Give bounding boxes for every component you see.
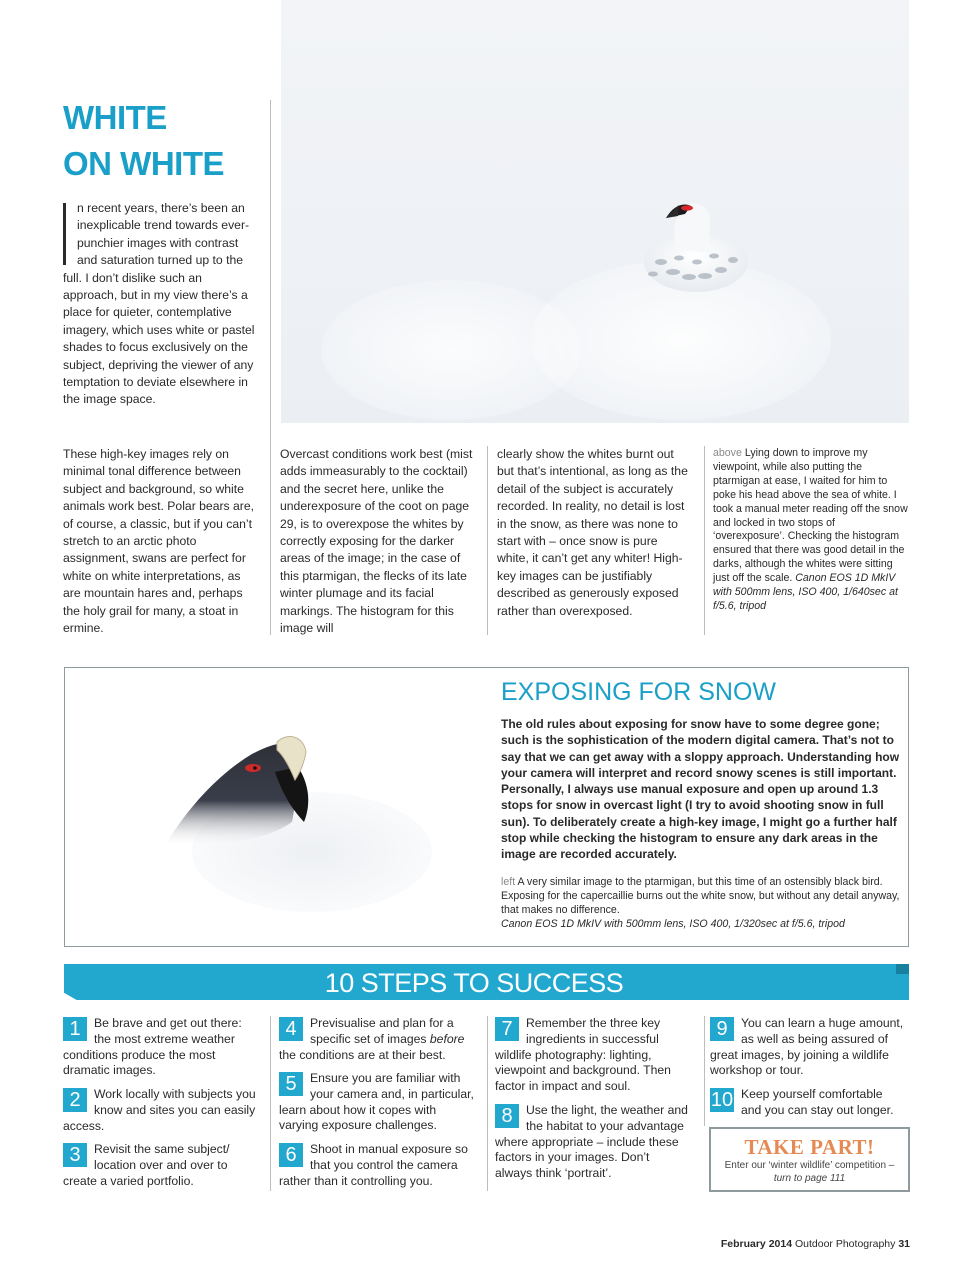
- take-part-title: TAKE PART!: [744, 1135, 875, 1159]
- step-text-emphasis: before: [429, 1031, 465, 1046]
- step-item: [63, 1087, 258, 1134]
- step-text: Shoot in manual exposure so that you control the camera rather than it controlling you.: [279, 1142, 468, 1188]
- step-item: [279, 1142, 474, 1189]
- intro-text: n recent years, there’s been an inexplicable trend towards ever-punchier images with contrast and saturation turned up to the full. I don’t dislike such an approach, but in my view there’s a place for quieter, contemplative imagery, which uses white or pastel shades to focus exclusively on the subject, depriving the viewer of any temptation to deviate elsewhere in the image space.: [63, 201, 255, 407]
- step-item: [63, 1016, 258, 1079]
- column-divider: [487, 446, 488, 635]
- caption-credit: Canon EOS 1D MkIV with 500mm lens, ISO 400, 1/640sec at f/5.6, tripod: [713, 572, 898, 612]
- step-number: 7: [495, 1017, 519, 1041]
- step-number: 4: [279, 1017, 303, 1041]
- photo-caption-above: [713, 447, 909, 614]
- column-divider: [704, 446, 705, 635]
- step-item: [495, 1103, 690, 1182]
- exposing-body: The old rules about exposing for snow have to some degree gone; such is the sophistication of the modern digital camera. That’s not to say that we can get away with a sloppy approach. Understanding how your camera will interpret and record snowy scenes is still important. Personally, I always use manual exposure and open up around 1.3 stops for snow in overcast light (I try to avoid shooting snow in full sun). To deliberately create a high-key image, I might go a further half stop while checking the histogram to ensure any dark areas in the image are recorded accurately.: [501, 717, 900, 862]
- step-text: Use the light, the weather and the habitat to your advantage where appropriate – include these factors in your images. Don’t always think ‘portrait’.: [495, 1103, 688, 1181]
- exposing-title: EXPOSING FOR SNOW: [501, 678, 777, 706]
- step-item: [495, 1016, 690, 1095]
- step-text: Revisit the same subject/ location over and over to create a varied portfolio.: [63, 1142, 230, 1188]
- step-text-pre: Previsualise and plan for a specific set of images: [310, 1016, 454, 1046]
- article-title: [63, 95, 263, 187]
- step-text: You can learn a huge amount, as well as being assured of great images, by joining a wildlife workshop or tour.: [710, 1016, 904, 1078]
- column-divider: [270, 100, 271, 635]
- step-item: [63, 1142, 258, 1189]
- take-part-box[interactable]: [709, 1127, 910, 1192]
- step-text: Keep yourself comfortable and you can stay out longer.: [741, 1087, 894, 1117]
- drop-cap-i: [63, 203, 73, 265]
- step-text: Work locally with subjects you know and sites you can easily access.: [63, 1087, 256, 1133]
- step-number: 8: [495, 1104, 519, 1128]
- step-number: 1: [63, 1017, 87, 1041]
- take-part-page-link[interactable]: turn to page 111: [773, 1173, 846, 1184]
- intro-paragraph: [63, 200, 258, 409]
- step-text: Ensure you are familiar with your camera and, in particular, learn about how it copes with varying exposure challenges.: [279, 1071, 474, 1133]
- footer-date: February 2014: [720, 1238, 793, 1250]
- step-text: Remember the three key ingredients in successful wildlife photography: lighting, viewpoint and background. Then factor in impact and soul.: [495, 1016, 671, 1094]
- step-item: [279, 1071, 474, 1134]
- body-column-1: These high-key images rely on minimal tonal difference between subject and background, so white animals work best. Polar bears are, of course, a classic, but if you can’t stretch to an arctic photo assignment, swans are perfect for white on white interpretations, as are mountain hares and, perhaps the holy grail for many, a stoat in ermine.: [63, 447, 255, 636]
- column-divider: [270, 1016, 271, 1191]
- step-text-post: the conditions are at their best.: [279, 1047, 446, 1062]
- column-divider: [487, 1016, 488, 1191]
- footer-magazine: Outdoor Photography: [794, 1238, 896, 1250]
- caption-label: above: [713, 447, 742, 459]
- step-item: [710, 1016, 905, 1079]
- page-number: 31: [898, 1238, 910, 1250]
- banner-fold: [896, 964, 909, 974]
- page-footer: [721, 1238, 910, 1250]
- step-text: Be brave and get out there: the most extreme weather conditions produce the most dramatic images.: [63, 1016, 242, 1078]
- caption-label: left: [501, 876, 516, 888]
- article-title-line2: ON WHITE: [63, 145, 224, 182]
- step-number: 10: [710, 1089, 734, 1111]
- ptarmigan-photo: [281, 0, 909, 423]
- step-number: 5: [279, 1072, 303, 1096]
- column-divider: [704, 1016, 705, 1126]
- caption-credit: Canon EOS 1D MkIV with 500mm lens, ISO 400, 1/320sec at f/5.6, tripod: [501, 918, 845, 930]
- caption-text: A very similar image to the ptarmigan, but this time of an ostensibly black bird. Exposing for the capercaillie burns out the white snow, but without any detail anyway, that makes no difference.: [501, 876, 900, 916]
- step-item: [710, 1087, 905, 1119]
- caption-text: Lying down to improve my viewpoint, while also putting the ptarmigan at ease, I waited for him to poke his head above the sea of white. I took a manual meter reading off the snow and locked in two stops of ‘overexposure’. Checking the histogram ensured that there was good detail in the darks, although the whites were sitting just off the scale.: [713, 447, 908, 585]
- step-number: 2: [63, 1088, 87, 1112]
- photo-caption-left: [501, 875, 901, 931]
- capercaillie-photo: [72, 672, 472, 942]
- steps-title: 10 STEPS TO SUCCESS: [324, 968, 624, 998]
- take-part-line1: Enter our ‘winter wildlife’ competition –: [724, 1160, 895, 1171]
- ptarmigan-illustration: [281, 0, 909, 423]
- body-column-2: Overcast conditions work best (mist adds immeasurably to the cocktail) and the secret here, unlike the underexposure of the coot on page 29, is to overexpose the whites by correctly exposing for the darker areas of the image; in the case of this ptarmigan, the flecks of its late winter plumage and its facial markings. The histogram for this image will: [280, 447, 473, 636]
- capercaillie-illustration: [72, 672, 472, 942]
- step-number: 6: [279, 1143, 303, 1167]
- step-item: [279, 1016, 474, 1063]
- step-number: 3: [63, 1143, 87, 1167]
- body-column-3: clearly show the whites burnt out but that’s intentional, as long as the detail of the subject is accurately recorded. In reality, no detail is lost in the snow, as there was none to start with – once snow is pure white, it can’t get any whiter! High-key images can be justifiably described as generously exposed rather than overexposed.: [497, 447, 688, 618]
- article-title-line1: WHITE: [63, 99, 167, 136]
- step-number: 9: [710, 1017, 734, 1041]
